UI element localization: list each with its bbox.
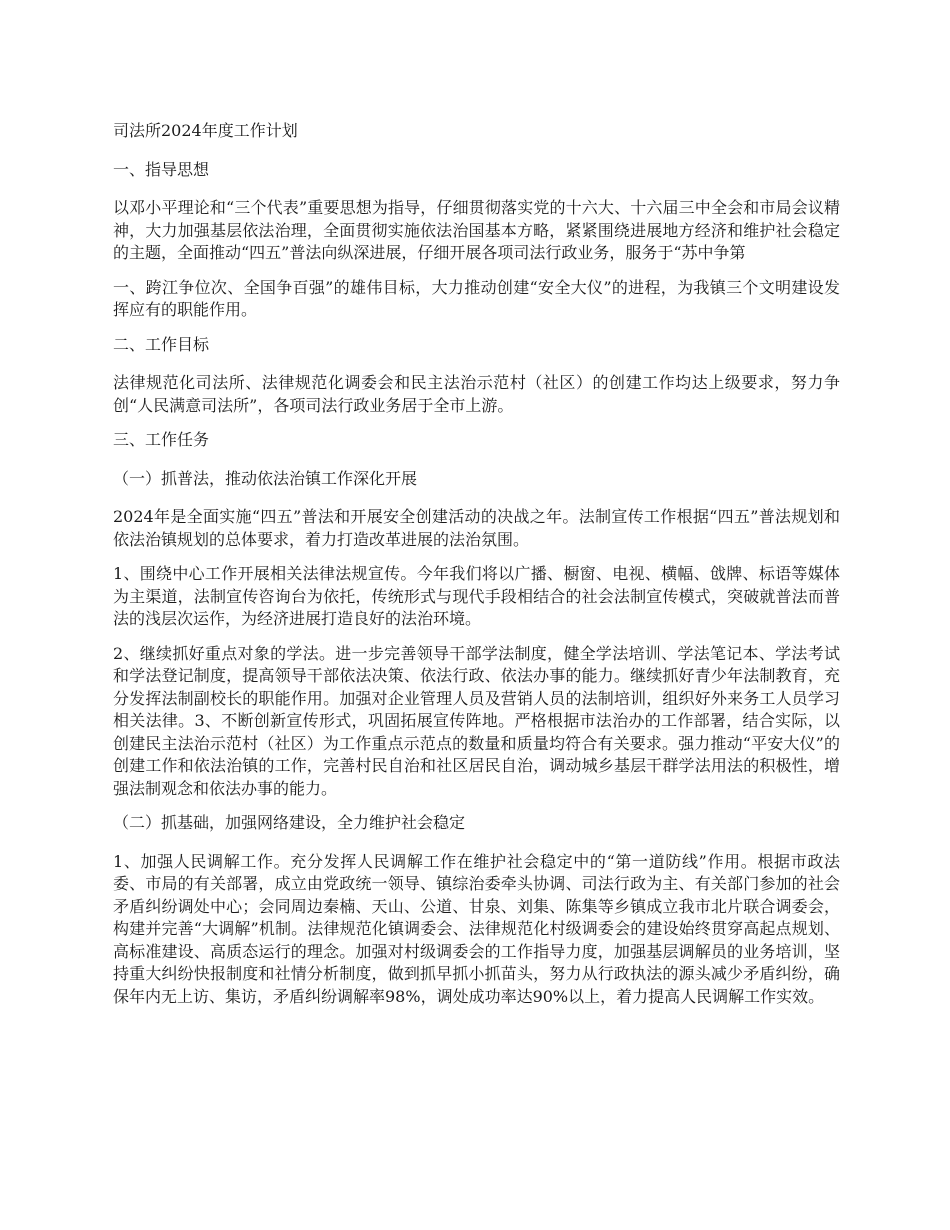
subsection-heading-legal-education: （一）抓普法，推动依法治镇工作深化开展: [113, 468, 418, 488]
paragraph-people-mediation: 1、加强人民调解工作。充分发挥人民调解工作在维护社会稳定中的“第一道防线”作用。根据市政法委、市局的有关部署，成立由党政统一领导、镇综治委牵头协调、司法行政为主、有关部门参加的社会矛盾纠纷调处中心；会同周边秦楠、天山、公道、甘泉、刘集、陈集等乡镇成立我市北片联合调委会，构建并完善“大调解”机制。法律规范化镇调委会、法律规范化村级调委会的建设始终贯穿高起点规划、高标准建设、高质态运行的理念。加强对村级调委会的工作指导力度，加强基层调解员的业务培训，坚持重大纠纷快报制度和社情分析制度，做到抓早抓小抓苗头，努力从行政执法的源头减少矛盾纠纷，确保年内无上访、集访，矛盾纠纷调解率98%，调处成功率达90%以上，着力提高人民调解工作实效。: [113, 851, 840, 1006]
section-heading-guiding-thought: 一、指导思想: [113, 159, 210, 179]
paragraph-legal-publicity: 1、围绕中心工作开展相关法律法规宣传。今年我们将以广播、橱窗、电视、横幅、戗牌、标语等媒体为主渠道，法制宣传咨询台为依托，传统形式与现代手段相结合的社会法制宣传模式，突破就普法而普法的浅层次运作，为经济进展打造良好的法治环境。: [113, 564, 840, 628]
paragraph-guiding-thought: 以邓小平理论和“三个代表”重要思想为指导，仔细贯彻落实党的十六大、十六届三中全会和市局会议精神，大力加强基层依法治理，全面贯彻实施依法治国基本方略，紧紧围绕进展地方经济和维护社会稳定的主题，全面推动“四五”普法向纵深进展，仔细开展各项司法行政业务，服务于“苏中争第: [113, 198, 840, 262]
document-page: [113, 120, 840, 1020]
paragraph-legal-education-intro: 2024年是全面实施“四五”普法和开展安全创建活动的决战之年。法制宣传工作根据“四五”普法规划和依法治镇规划的总体要求，着力打造改革进展的法治氛围。: [113, 507, 840, 549]
section-heading-work-tasks: 三、工作任务: [113, 430, 210, 449]
paragraph-work-goals: 法律规范化司法所、法律规范化调委会和民主法治示范村（社区）的创建工作均达上级要求，努力争创“人民满意司法所”，各项司法行政业务居于全市上游。: [113, 373, 840, 415]
document-title: 司法所2024年度工作计划: [113, 121, 298, 140]
paragraph-key-groups-study: 2、继续抓好重点对象的学法。进一步完善领导干部学法制度，健全学法培训、学法笔记本、学法考试和学法登记制度，提高领导干部依法决策、依法行政、依法办事的能力。继续抓好青少年法制教育，充分发挥法制副校长的职能作用。加强对企业管理人员及营销人员的法制培训，组织好外来务工人员学习相关法律。3、不断创新宣传形式，巩固拓展宣传阵地。严格根据市法治办的工作部署，结合实际，以创建民主法治示范村（社区）为工作重点示范点的数量和质量均符合有关要求。强力推动“平安大仪”的创建工作和依法治镇的工作，完善村民自治和社区居民自治，调动城乡基层干群学法用法的积极性，增强法制观念和依法办事的能力。: [113, 643, 840, 798]
subsection-heading-network-building: （二）抓基础，加强网络建设，全力维护社会稳定: [113, 813, 466, 832]
paragraph-guiding-thought-continued: 一、跨江争位次、全国争百强”的雄伟目标，大力推动创建“安全大仪”的进程，为我镇三个文明建设发挥应有的职能作用。: [113, 277, 840, 319]
section-heading-work-goals: 二、工作目标: [113, 334, 210, 354]
